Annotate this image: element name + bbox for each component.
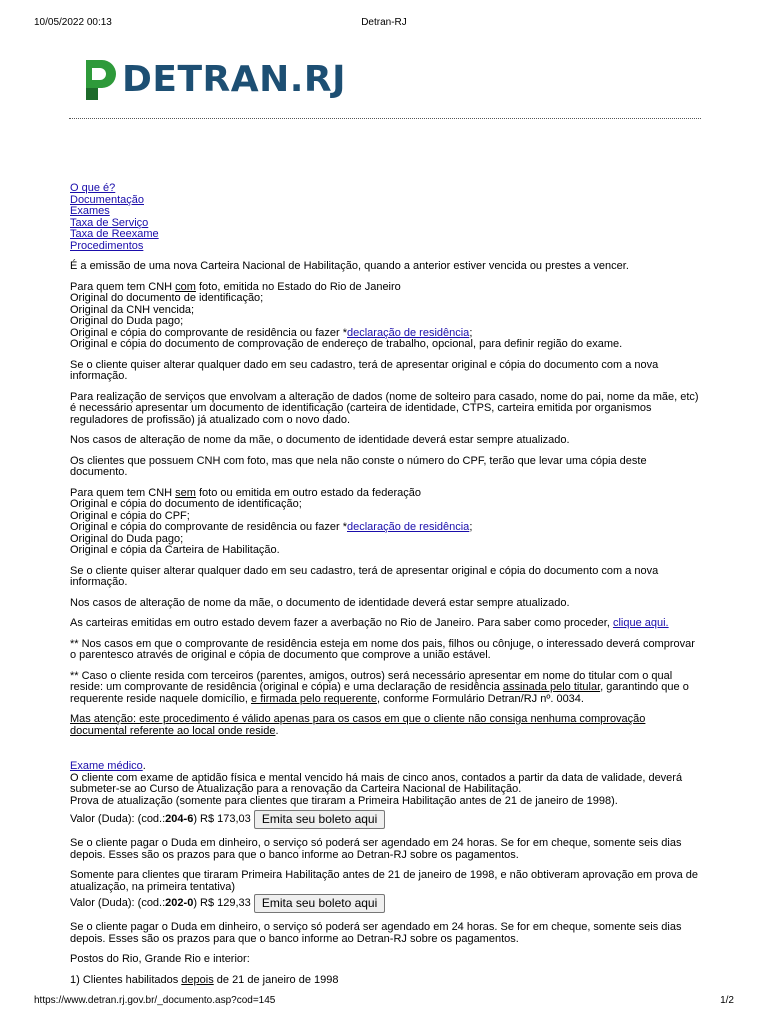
cpf-paragraph: Os clientes que possuem CNH com foto, mas que nela não conste o número do CPF, terão que levar uma cópia deste documento. <box>70 454 647 478</box>
declaracao-residencia-link[interactable]: declaração de residência <box>347 326 470 339</box>
exame-text: O cliente com exame de aptidão física e mental vencido há mais de cinco anos, contados a partir da data de validade, deverá submeter-se ao Curso de Atualização para a renovação da Carteira Nacional de Habilitação. <box>70 771 683 795</box>
doc-item: Original do documento de identificação; <box>70 292 264 304</box>
realizacao-servicos-paragraph: Para realização de serviços que envolvam a alteração de dados (nome de solteiro para casado, nome do pai, nome da mãe, etc) é necessário apresentar um documento de identificação (carteira de identidade, CTPS, carteira emitida por organismos reguladores de profissão) já atualizado com o novo dado. <box>70 390 699 426</box>
doc-item: Original e cópia do comprovante de residência ou fazer *declaração de residência; <box>70 521 473 533</box>
clique-aqui-link[interactable]: clique aqui. <box>612 617 669 629</box>
emita-boleto-button[interactable]: Emita seu boleto aqui <box>254 894 385 913</box>
codigo-204-6: 204-6 <box>165 813 194 825</box>
doc-list-title: Para quem tem CNH com foto, emitida no Estado do Rio de Janeiro <box>70 280 401 293</box>
exame-text: Prova de atualização (somente para clientes que tiraram a Primeira Habilitação antes de 21 de janeiro de 1998). <box>70 794 618 807</box>
clientes-habilitados-item: 1) Clientes habilitados depois de 21 de janeiro de 1998 <box>70 973 339 986</box>
doc-item: Original e cópia da Carteira de Habilitação. <box>70 544 280 556</box>
doc-item: Original e cópia do documento de comprovação de endereço de trabalho, opcional, para definir região do exame. <box>70 338 623 350</box>
logo-text: DETRAN.RJ <box>122 59 347 100</box>
doc-item: Original da CNH vencida; <box>70 303 195 316</box>
postos-heading: Postos do Rio, Grande Rio e interior: <box>70 953 250 965</box>
alterar-dados-paragraph: Se o cliente quiser alterar qualquer dado em seu cadastro, terá de apresentar original e cópia do documento com a nova informação. <box>70 358 659 382</box>
codigo-202-0: 202-0 <box>165 897 194 909</box>
valor-202-0: Valor (Duda): (cod.:202-0) R$ 129,33 Emita seu boleto aqui <box>70 893 702 913</box>
print-title: Detran-RJ <box>361 17 407 28</box>
nav-link-documentacao[interactable]: Documentação <box>70 193 144 206</box>
exame-medico-section: Exame médico. O cliente com exame de aptidão física e mental vencido há mais de cinco anos, contados a partir da data de validade, deverá submeter-se ao Curso de Atualização para a renovação da Carteira Nacional de Habilitação. Prova de atualização (somente para clientes que tiraram a Primeira Habilitação antes de 21 de janeiro de 1998). <box>70 760 683 807</box>
exame-medico-link[interactable]: Exame médico <box>70 760 143 772</box>
doc-item: Original do Duda pago; <box>70 532 184 545</box>
nome-mae-paragraph: Nos casos de alteração de nome da mãe, o documento de identidade deverá estar sempre atualizado. <box>70 596 570 609</box>
doc-list-title: Para quem tem CNH sem foto ou emitida em outro estado da federação <box>70 486 421 499</box>
doc-item: Original e cópia do CPF; <box>70 509 190 522</box>
detran-logo-icon <box>80 58 116 102</box>
doc-list-com-foto <box>70 282 702 351</box>
valor-204-6: Valor (Duda): (cod.:204-6) R$ 173,03 Emita seu boleto aqui <box>70 809 702 829</box>
doc-item: Original do Duda pago; <box>70 315 184 327</box>
declaracao-residencia-link[interactable]: declaração de residência <box>347 521 470 533</box>
alterar-dados-paragraph: Se o cliente quiser alterar qualquer dado em seu cadastro, terá de apresentar original e cópia do documento com a nova informação. <box>70 564 659 588</box>
somente-paragraph: Somente para clientes que tiraram Primeira Habilitação antes de 21 de janeiro de 1998, e não obtiveram aprovação em prova de atualização, na primeira tentativa) <box>70 869 698 893</box>
nav-link-exames[interactable]: Exames <box>70 205 110 217</box>
detran-logo[interactable] <box>80 58 346 102</box>
main-content <box>70 183 702 995</box>
nome-mae-paragraph: Nos casos de alteração de nome da mãe, o documento de identidade deverá estar sempre atualizado. <box>70 434 570 446</box>
print-url: https://www.detran.rj.gov.br/_documento.asp?cod=145 <box>34 995 276 1006</box>
duda-paragraph: Se o cliente pagar o Duda em dinheiro, o serviço só poderá ser agendado em 24 horas. Se for em cheque, somente seis dias depois. Esses são os prazos para que o banco informe ao Detran-RJ sobre os pagamentos. <box>70 837 682 861</box>
duda-paragraph: Se o cliente pagar o Duda em dinheiro, o serviço só poderá ser agendado em 24 horas. Se for em cheque, somente seis dias depois. Esses são os prazos para que o banco informe ao Detran-RJ sobre os pagamentos. <box>70 921 682 945</box>
atencao-paragraph: Mas atenção: este procedimento é válido apenas para os casos em que o cliente não consiga nenhuma comprovação documental referente ao local onde reside. <box>70 713 646 737</box>
page-number: 1/2 <box>720 995 734 1006</box>
emita-boleto-button[interactable]: Emita seu boleto aqui <box>254 810 385 829</box>
comprovante-pais-paragraph: ** Nos casos em que o comprovante de residência esteja em nome dos pais, filhos ou cônjuge, o interessado deverá comprovar o parentesco através de original e cópia de documento que comprove a união estável. <box>70 637 695 661</box>
outro-estado-paragraph: As carteiras emitidas em outro estado devem fazer a averbação no Rio de Janeiro. Para saber como proceder, clique aqui. <box>70 617 669 629</box>
doc-item: Original e cópia do documento de identificação; <box>70 498 302 510</box>
nav-link-o-que-e[interactable]: O que é? <box>70 182 116 194</box>
terceiros-paragraph: ** Caso o cliente resida com terceiros (parentes, amigos, outros) será necessário apresentar em nome do titular com o qual reside: um comprovante de residência (original e cópia) e uma declaração de residência assinada pelo titular, garantindo que o requerente reside naquele domicílio, e firmada pelo requerente, conforme Formulário Detran/RJ nº. 0034. <box>70 669 689 705</box>
nav-link-procedimentos[interactable]: Procedimentos <box>70 239 144 252</box>
nav-link-taxa-servico[interactable]: Taxa de Serviço <box>70 216 149 229</box>
intro-paragraph: É a emissão de uma nova Carteira Nacional de Habilitação, quando a anterior estiver vencida ou prestes a vencer. <box>70 260 629 272</box>
section-nav <box>70 183 702 252</box>
print-date: 10/05/2022 00:13 <box>34 17 112 28</box>
doc-item: Original e cópia do comprovante de residência ou fazer *declaração de residência; <box>70 326 473 339</box>
header-divider <box>69 118 701 119</box>
doc-list-sem-foto <box>70 488 702 557</box>
nav-link-taxa-reexame[interactable]: Taxa de Reexame <box>70 228 159 240</box>
